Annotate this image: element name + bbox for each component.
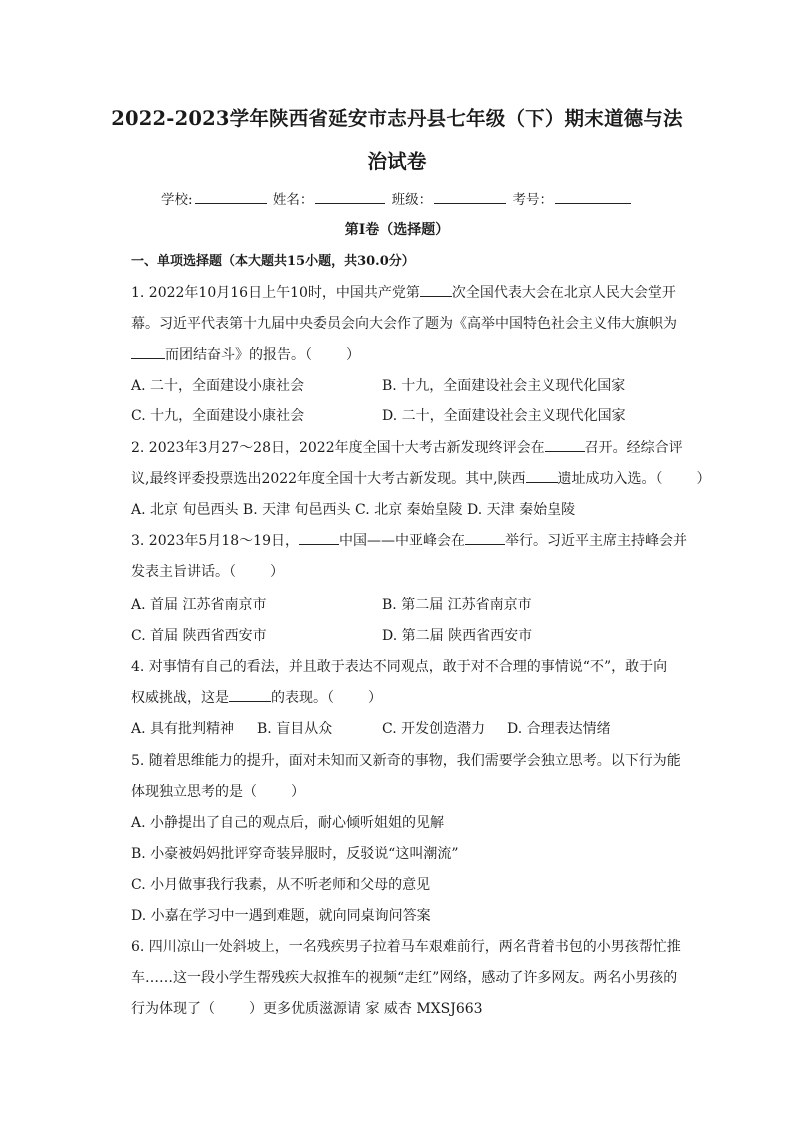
q2-text-b: 召开。经综合评 bbox=[584, 440, 683, 456]
q2-text-c: 议,最终评委投票选出2022年度全国十大考古新发现。其中,陕西 bbox=[131, 471, 526, 487]
q3-option-b[interactable]: B. 第二届 江苏省南京市 bbox=[382, 597, 532, 613]
section-heading: 一、单项选择题（本大题共15小题，共30.0分） bbox=[131, 254, 415, 269]
q4-text-b: 的表现。（ bbox=[271, 690, 334, 706]
q5-option-a[interactable]: A. 小静提出了自己的观点后，耐心倾听姐姐的见解 bbox=[131, 815, 445, 831]
q3-paren-close: ） bbox=[270, 564, 284, 580]
q1-option-c[interactable]: C. 十九，全面建设小康社会 bbox=[131, 408, 305, 424]
q1-line1 bbox=[131, 282, 676, 302]
q2-text-a: 2. 2023年3月27～28日，2022年度全国十大考古新发现终评会在 bbox=[131, 440, 545, 456]
school-label: 学校: bbox=[161, 192, 193, 208]
q3-line2 bbox=[131, 561, 284, 581]
student-info-row bbox=[0, 188, 794, 208]
q6-line3 bbox=[131, 998, 483, 1018]
school-blank[interactable] bbox=[195, 191, 267, 204]
name-blank[interactable] bbox=[315, 191, 385, 204]
q3-text-c: 举行。习近平主席主持峰会并 bbox=[504, 533, 687, 549]
q6-line2: 车……这一段小学生帮残疾大叔推车的视频“走红”网络，感动了许多网友。两名小男孩的 bbox=[131, 970, 678, 986]
q4-line1: 4. 对事情有自己的看法，并且敢于表达不同观点，敢于对不合理的事情说“不”，敢于向 bbox=[131, 659, 668, 675]
q3-blank1 bbox=[299, 532, 339, 545]
name-label: 姓名： bbox=[272, 192, 314, 208]
q4-paren-close: ） bbox=[368, 690, 382, 706]
q2-blank2 bbox=[526, 470, 558, 483]
q1-text-b: 次全国代表大会在北京人民大会堂开 bbox=[451, 285, 676, 301]
q5-option-b[interactable]: B. 小豪被妈妈批评穿奇装异服时，反驳说“这叫潮流” bbox=[131, 846, 459, 862]
q2-options[interactable]: A. 北京 旬邑西头 B. 天津 旬邑西头 C. 北京 秦始皇陵 D. 天津 秦始皇陵 bbox=[131, 502, 576, 518]
q4-option-b[interactable]: B. 盲目从众 bbox=[257, 721, 333, 737]
q1-blank1 bbox=[420, 284, 452, 297]
q2-text-d: 遗址成功入选。（ bbox=[557, 471, 663, 487]
q3-option-d[interactable]: D. 第二届 陕西省西安市 bbox=[382, 628, 533, 644]
exam-no-blank[interactable] bbox=[555, 191, 631, 204]
q4-option-d[interactable]: D. 合理表达情绪 bbox=[507, 721, 611, 737]
class-label: 班级： bbox=[391, 192, 433, 208]
q4-line2 bbox=[131, 687, 382, 707]
exam-title-line1: 2022-2023学年陕西省延安市志丹县七年级（下）期末道德与法 bbox=[111, 107, 683, 130]
q6-text-a: 行为体现了（ bbox=[131, 1001, 215, 1017]
q1-text-c: 而团结奋斗》的报告。（ bbox=[165, 347, 312, 363]
q2-line2 bbox=[131, 468, 711, 488]
volume-heading: 第I卷（选择题） bbox=[344, 222, 450, 238]
q5-option-d[interactable]: D. 小嘉在学习中一遇到难题，就向同桌询问答案 bbox=[131, 908, 431, 924]
exam-title-line2: 治试卷 bbox=[367, 150, 427, 173]
q3-line1 bbox=[131, 530, 687, 550]
q5-line2 bbox=[131, 781, 305, 801]
q1-line3 bbox=[131, 344, 360, 364]
q5-line1: 5. 随着思维能力的提升，面对未知而又新奇的事物，我们需要学会独立思考。以下行为能 bbox=[131, 753, 681, 769]
q3-text-b: 中国——中亚峰会在 bbox=[338, 533, 465, 549]
q5-option-c[interactable]: C. 小月做事我行我素，从不听老师和父母的意见 bbox=[131, 877, 431, 893]
q4-text-a: 权威挑战，这是 bbox=[131, 690, 229, 706]
q3-option-c[interactable]: C. 首届 陕西省西安市 bbox=[131, 628, 267, 644]
q2-blank1 bbox=[545, 439, 585, 452]
q6-text-b: ）更多优质滋源请 家 威杏 MXSJ663 bbox=[249, 1001, 483, 1017]
exam-no-label: 考号： bbox=[512, 192, 553, 208]
q1-blank2 bbox=[131, 346, 165, 359]
q4-option-a[interactable]: A. 具有批判精神 bbox=[131, 721, 235, 737]
q1-option-a[interactable]: A. 二十，全面建设小康社会 bbox=[131, 378, 305, 394]
q3-text-a: 3. 2023年5月18～19日， bbox=[131, 533, 299, 549]
class-blank[interactable] bbox=[434, 191, 506, 204]
q2-line1 bbox=[131, 437, 683, 457]
q1-paren-close: ） bbox=[346, 347, 360, 363]
q2-paren-close: ） bbox=[696, 471, 711, 487]
q5-text: 体现独立思考的是（ bbox=[131, 784, 257, 800]
q1-option-b[interactable]: B. 十九，全面建设社会主义现代化国家 bbox=[382, 378, 626, 394]
q5-paren-close: ） bbox=[291, 784, 305, 800]
q3-option-a[interactable]: A. 首届 江苏省南京市 bbox=[131, 597, 267, 613]
q6-line1: 6. 四川凉山一处斜坡上，一名残疾男子拉着马车艰难前行，两名背着书包的小男孩帮忙推 bbox=[131, 939, 681, 955]
q3-blank2 bbox=[465, 532, 505, 545]
q4-option-c[interactable]: C. 开发创造潜力 bbox=[382, 721, 486, 737]
q1-option-d[interactable]: D. 二十，全面建设社会主义现代化国家 bbox=[382, 408, 626, 424]
q1-text-a: 1. 2022年10月16日上午10时，中国共产党第 bbox=[131, 285, 420, 301]
q3-text-d: 发表主旨讲话。（ bbox=[131, 564, 236, 580]
q1-line2: 幕。习近平代表第十九届中央委员会向大会作了题为《高举中国特色社会主义伟大旗帜为 bbox=[131, 316, 677, 332]
q4-blank bbox=[229, 689, 271, 702]
